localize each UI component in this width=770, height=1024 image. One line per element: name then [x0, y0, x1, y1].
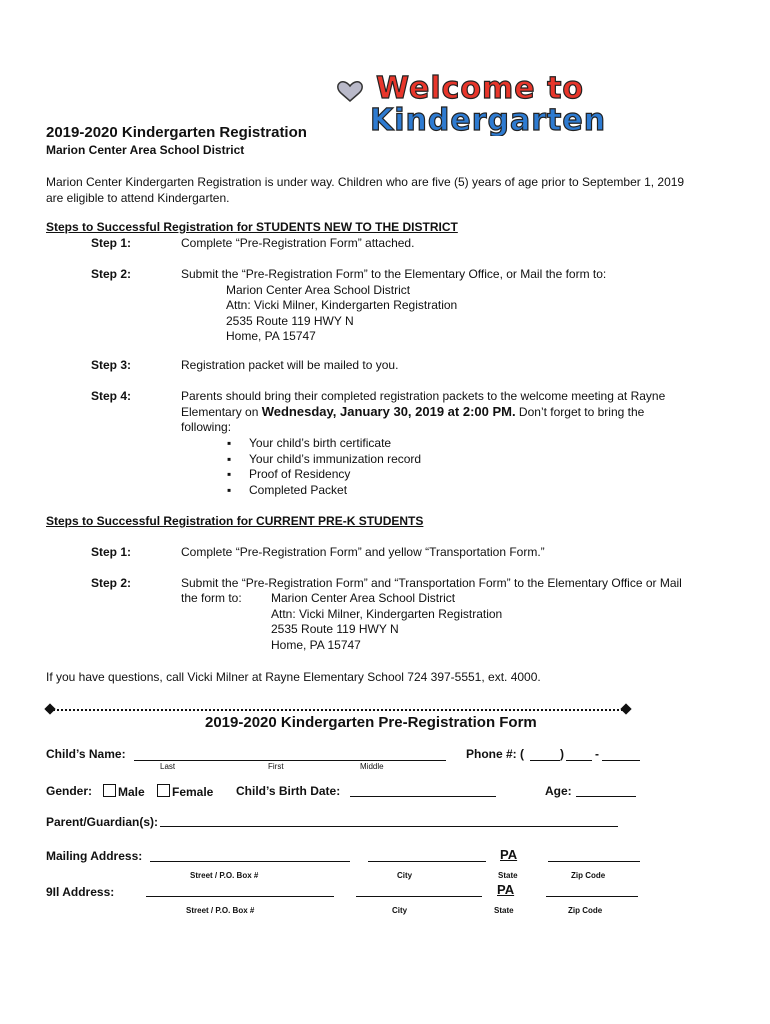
prek-step1-text: Complete “Pre-Registration Form” and yellow “Transportation Form.”: [181, 545, 545, 559]
new-step4-line2-pre: Elementary on: [181, 405, 262, 419]
meeting-date: Wednesday, January 30, 2019 at 2:00 PM.: [261, 404, 516, 419]
prek-step2-address-4: Home, PA 15747: [271, 638, 361, 652]
prek-heading: Steps to Successful Registration for CURRENT PRE-K STUDENTS: [46, 514, 424, 528]
nine11-sub-state: State: [494, 906, 514, 915]
new-step1-text: Complete “Pre-Registration Form” attached.: [181, 236, 415, 250]
nine11-sub-city: City: [392, 906, 408, 915]
mailing-sub-zip: Zip Code: [571, 871, 606, 880]
phone-label: Phone #: (: [466, 747, 525, 761]
new-step2-text: Submit the “Pre-Registration Form” to the Elementary Office, or Mail the form to:: [181, 267, 607, 281]
male-checkbox[interactable]: [103, 784, 116, 797]
birth-date-field[interactable]: [350, 796, 496, 797]
prek-step2-address-2: Attn: Vicki Milner, Kindergarten Registration: [271, 607, 503, 621]
welcome-banner-art: [336, 64, 676, 136]
divider-right-diamond: [620, 703, 631, 714]
female-option[interactable]: [157, 784, 213, 801]
guardian-label: Parent/Guardian(s):: [46, 815, 159, 829]
questions-text: If you have questions, call Vicki Milner at Rayne Elementary School 724 397-5551, ext. 4000.: [46, 670, 541, 684]
dotted-divider: [46, 709, 626, 711]
prek-step1-label: Step 1:: [91, 545, 132, 559]
prek-step2-label: Step 2:: [91, 576, 132, 590]
phone-line-field[interactable]: [602, 760, 640, 761]
sub-first: First: [268, 762, 284, 771]
mailing-sub-state: State: [498, 871, 518, 880]
new-step3-label: Step 3:: [91, 358, 132, 372]
new-students-heading: Steps to Successful Registration for STUDENTS NEW TO THE DISTRICT: [46, 220, 458, 234]
mailing-zip-field[interactable]: [548, 861, 640, 862]
new-step4-line2: [181, 404, 644, 421]
nine11-sub-street: Street / P.O. Box #: [186, 906, 255, 915]
new-step2-address-4: Home, PA 15747: [226, 329, 316, 343]
new-step2-label: Step 2:: [91, 267, 132, 281]
form-title: 2019-2020 Kindergarten Pre-Registration Form: [205, 714, 537, 731]
welcome-banner: [336, 64, 676, 136]
child-name-field[interactable]: [134, 760, 446, 761]
gender-label: Gender:: [46, 784, 93, 798]
phone-paren: ): [560, 747, 564, 761]
prek-step2-line2-pre: the form to:: [181, 591, 242, 605]
mailing-address-label: Mailing Address:: [46, 849, 143, 863]
nine11-sub-zip: Zip Code: [568, 906, 603, 915]
bring-items-list: [227, 436, 421, 498]
new-step4-line1: Parents should bring their completed registration packets to the welcome meeting at Rayne: [181, 389, 666, 403]
new-step4-line2-post: Don’t forget to bring the: [515, 405, 645, 419]
new-step4-label: Step 4:: [91, 389, 132, 403]
new-step1-label: Step 1:: [91, 236, 132, 250]
child-name-label: Child’s Name:: [46, 747, 126, 761]
new-step2-address-1: Marion Center Area School District: [226, 283, 411, 297]
new-step2-address-3: 2535 Route 119 HWY N: [226, 314, 354, 328]
phone-prefix-field[interactable]: [566, 760, 592, 761]
phone-dash: -: [595, 747, 599, 761]
male-label: Male: [118, 785, 145, 799]
heart-icon: [338, 82, 362, 101]
list-item: ▪ Proof of Residency: [227, 467, 421, 483]
district-name: Marion Center Area School District: [46, 143, 245, 157]
nine11-zip-field[interactable]: [546, 896, 638, 897]
list-item: ▪ Your child’s immunization record: [227, 452, 421, 468]
new-step4-line3: following:: [181, 420, 232, 434]
nine11-city-field[interactable]: [356, 896, 482, 897]
mailing-sub-street: Street / P.O. Box #: [190, 871, 259, 880]
prek-step2-address-1: Marion Center Area School District: [271, 591, 456, 605]
phone-area-code-field[interactable]: [530, 760, 560, 761]
age-label: Age:: [545, 784, 572, 798]
intro-line1: Marion Center Kindergarten Registration is under way. Children who are five (5) years of age prior to September 1, 2019: [46, 175, 685, 189]
female-label: Female: [172, 785, 214, 799]
intro-line2: are eligible to attend Kindergarten.: [46, 191, 230, 205]
nine11-address-label: 9Il Address:: [46, 885, 115, 899]
prek-step2-line1: Submit the “Pre-Registration Form” and “Transportation Form” to the Elementary Office or Mail: [181, 576, 682, 590]
sub-last: Last: [160, 762, 176, 771]
sub-middle: Middle: [360, 762, 384, 771]
mailing-street-field[interactable]: [150, 861, 350, 862]
birth-date-label: Child’s Birth Date:: [236, 784, 341, 798]
mailing-state-value: PA: [500, 847, 518, 862]
male-option[interactable]: [103, 784, 145, 801]
list-item: ▪ Completed Packet: [227, 483, 421, 499]
new-step3-text: Registration packet will be mailed to you.: [181, 358, 399, 372]
nine11-state-value: PA: [497, 882, 515, 897]
new-step2-address-2: Attn: Vicki Milner, Kindergarten Registration: [226, 298, 458, 312]
prek-step2-address-3: 2535 Route 119 HWY N: [271, 622, 399, 636]
age-field[interactable]: [576, 796, 636, 797]
mailing-city-field[interactable]: [368, 861, 486, 862]
page-title: 2019-2020 Kindergarten Registration: [46, 124, 307, 141]
list-item: ▪ Your child’s birth certificate: [227, 436, 421, 452]
guardian-field[interactable]: [160, 826, 618, 827]
mailing-sub-city: City: [397, 871, 413, 880]
nine11-street-field[interactable]: [146, 896, 334, 897]
banner-line2: Kindergarten: [370, 103, 607, 136]
banner-line1: Welcome to: [376, 71, 585, 106]
female-checkbox[interactable]: [157, 784, 170, 797]
